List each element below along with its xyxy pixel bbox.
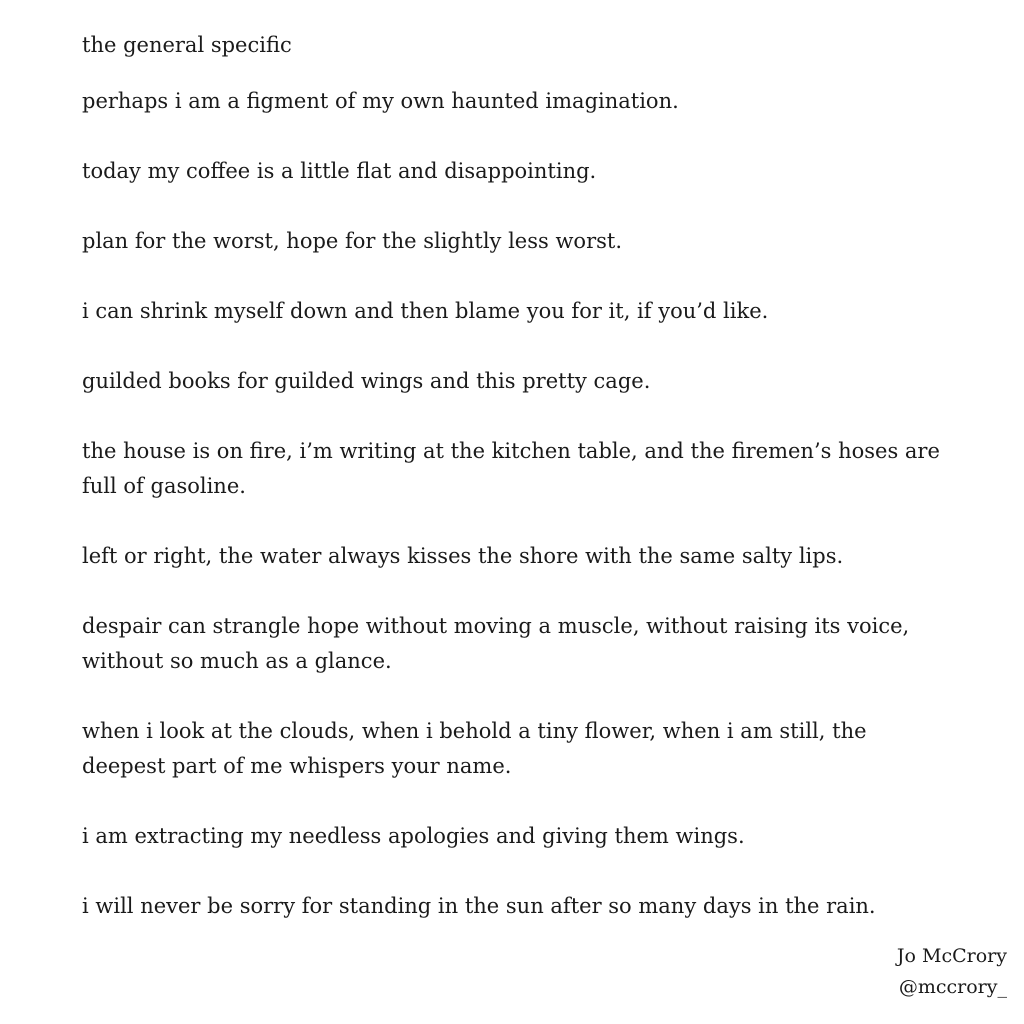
stanza-8: despair can strangle hope without moving a muscle, without raising its voice, without so much as a glance. [82, 614, 910, 673]
stanza-2: today my coffee is a little flat and disappointing. [82, 159, 597, 183]
author-signature [897, 941, 1007, 1003]
stanza-10: i am extracting my needless apologies and giving them wings. [82, 824, 745, 848]
poem-title: the general specific [82, 33, 292, 57]
stanza-11: i will never be sorry for standing in the sun after so many days in the rain. [82, 894, 876, 918]
author-name: Jo McCrory [896, 945, 1007, 967]
author-handle: @mccrory_ [898, 976, 1007, 998]
stanza-1: perhaps i am a figment of my own haunted imagination. [82, 89, 679, 113]
stanza-6: the house is on fire, i’m writing at the kitchen table, and the firemen’s hoses are full of gasoline. [82, 439, 940, 498]
stanza-4: i can shrink myself down and then blame you for it, if you’d like. [82, 299, 769, 323]
poem-body [82, 84, 942, 959]
stanza-7: left or right, the water always kisses the shore with the same salty lips. [82, 544, 844, 568]
stanza-3: plan for the worst, hope for the slightly less worst. [82, 229, 623, 253]
stanza-9: when i look at the clouds, when i behold a tiny flower, when i am still, the deepest part of me whispers your name. [82, 719, 867, 778]
stanza-5: guilded books for guilded wings and this pretty cage. [82, 369, 651, 393]
